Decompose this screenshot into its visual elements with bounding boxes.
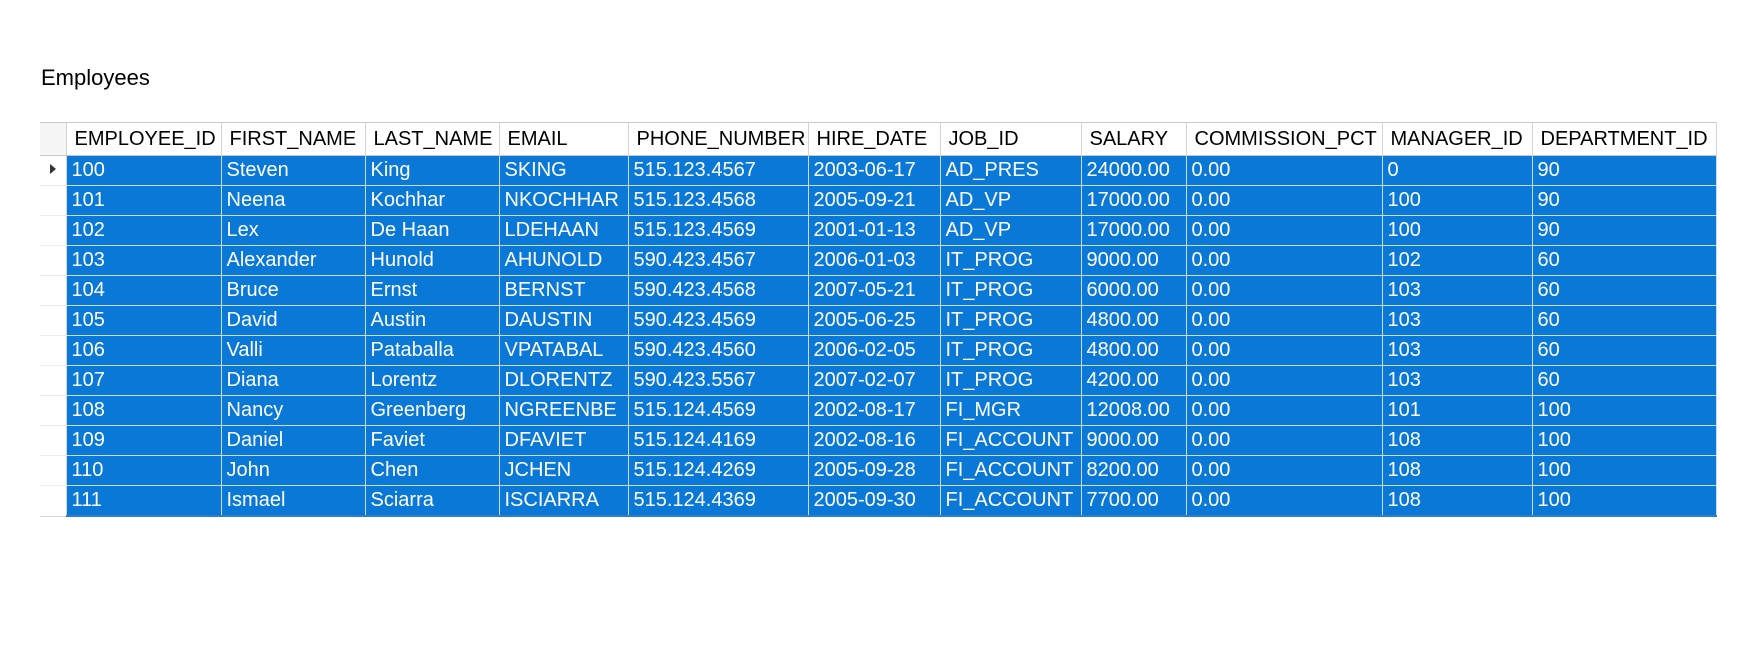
cell-manager-id[interactable]: 100 — [1382, 186, 1532, 216]
cell-commission-pct[interactable]: 0.00 — [1186, 306, 1382, 336]
cell-hire-date[interactable]: 2001-01-13 — [808, 216, 940, 246]
cell-phone-number[interactable]: 515.124.4169 — [628, 426, 808, 456]
cell-hire-date[interactable]: 2002-08-17 — [808, 396, 940, 426]
cell-last-name[interactable]: Faviet — [365, 426, 499, 456]
cell-job-id[interactable]: IT_PROG — [940, 336, 1081, 366]
cell-salary[interactable]: 4800.00 — [1081, 306, 1186, 336]
cell-email[interactable]: SKING — [499, 156, 628, 186]
table-row[interactable] — [40, 366, 1716, 396]
cell-first-name[interactable]: Diana — [221, 366, 365, 396]
cell-first-name[interactable]: Neena — [221, 186, 365, 216]
cell-email[interactable]: VPATABAL — [499, 336, 628, 366]
cell-job-id[interactable]: FI_ACCOUNT — [940, 426, 1081, 456]
employees-grid[interactable] — [40, 122, 1717, 517]
cell-phone-number[interactable]: 590.423.4569 — [628, 306, 808, 336]
column-header-hire-date[interactable]: HIRE_DATE — [808, 123, 940, 156]
cell-department-id[interactable]: 100 — [1532, 456, 1716, 486]
cell-last-name[interactable]: Chen — [365, 456, 499, 486]
cell-phone-number[interactable]: 515.124.4369 — [628, 486, 808, 517]
cell-first-name[interactable]: Alexander — [221, 246, 365, 276]
cell-last-name[interactable]: Lorentz — [365, 366, 499, 396]
cell-phone-number[interactable]: 515.123.4567 — [628, 156, 808, 186]
header-row — [40, 123, 1716, 156]
cell-commission-pct[interactable]: 0.00 — [1186, 246, 1382, 276]
cell-first-name[interactable]: Bruce — [221, 276, 365, 306]
cell-first-name[interactable]: David — [221, 306, 365, 336]
cell-job-id[interactable]: IT_PROG — [940, 306, 1081, 336]
column-header-manager-id[interactable]: MANAGER_ID — [1382, 123, 1532, 156]
cell-job-id[interactable]: FI_ACCOUNT — [940, 486, 1081, 517]
cell-employee-id[interactable]: 109 — [66, 426, 221, 456]
cell-employee-id[interactable]: 111 — [66, 486, 221, 517]
cell-email[interactable]: JCHEN — [499, 456, 628, 486]
cell-email[interactable]: LDEHAAN — [499, 216, 628, 246]
page-title: Employees — [41, 65, 150, 90]
cell-salary[interactable]: 8200.00 — [1081, 456, 1186, 486]
table-row[interactable] — [40, 486, 1716, 517]
cell-hire-date[interactable]: 2005-09-28 — [808, 456, 940, 486]
cell-manager-id[interactable]: 102 — [1382, 246, 1532, 276]
cell-manager-id[interactable]: 103 — [1382, 276, 1532, 306]
cell-last-name[interactable]: De Haan — [365, 216, 499, 246]
cell-commission-pct[interactable]: 0.00 — [1186, 366, 1382, 396]
cell-department-id[interactable]: 60 — [1532, 336, 1716, 366]
cell-phone-number[interactable]: 515.124.4569 — [628, 396, 808, 426]
cell-department-id[interactable]: 60 — [1532, 276, 1716, 306]
cell-job-id[interactable]: AD_VP — [940, 216, 1081, 246]
cell-employee-id[interactable]: 105 — [66, 306, 221, 336]
cell-manager-id[interactable]: 101 — [1382, 396, 1532, 426]
cell-first-name[interactable]: Lex — [221, 216, 365, 246]
cell-department-id[interactable]: 60 — [1532, 366, 1716, 396]
column-header-email[interactable]: EMAIL — [499, 123, 628, 156]
data-table[interactable] — [40, 122, 1717, 517]
cell-phone-number[interactable]: 515.123.4568 — [628, 186, 808, 216]
cell-department-id[interactable]: 100 — [1532, 396, 1716, 426]
grid-body — [40, 156, 1716, 517]
column-header-employee-id[interactable]: EMPLOYEE_ID — [66, 123, 221, 156]
cell-job-id[interactable]: AD_PRES — [940, 156, 1081, 186]
cell-manager-id[interactable]: 108 — [1382, 486, 1532, 517]
table-row[interactable] — [40, 456, 1716, 486]
cell-department-id[interactable]: 90 — [1532, 186, 1716, 216]
cell-hire-date[interactable]: 2007-02-07 — [808, 366, 940, 396]
cell-salary[interactable]: 9000.00 — [1081, 426, 1186, 456]
row-selector[interactable] — [40, 396, 66, 426]
cell-employee-id[interactable]: 107 — [66, 366, 221, 396]
table-row[interactable] — [40, 156, 1716, 186]
cell-employee-id[interactable]: 102 — [66, 216, 221, 246]
cell-email[interactable]: DAUSTIN — [499, 306, 628, 336]
cell-last-name[interactable]: Sciarra — [365, 486, 499, 517]
column-header-last-name[interactable]: LAST_NAME — [365, 123, 499, 156]
table-row[interactable] — [40, 426, 1716, 456]
cell-email[interactable]: DFAVIET — [499, 426, 628, 456]
cell-first-name[interactable]: Daniel — [221, 426, 365, 456]
cell-department-id[interactable]: 60 — [1532, 306, 1716, 336]
column-header-salary[interactable]: SALARY — [1081, 123, 1186, 156]
cell-salary[interactable]: 17000.00 — [1081, 186, 1186, 216]
cell-manager-id[interactable]: 108 — [1382, 426, 1532, 456]
cell-hire-date[interactable]: 2002-08-16 — [808, 426, 940, 456]
table-row[interactable] — [40, 396, 1716, 426]
row-header-corner[interactable] — [40, 123, 66, 156]
cell-department-id[interactable]: 90 — [1532, 156, 1716, 186]
cell-salary[interactable]: 4200.00 — [1081, 366, 1186, 396]
row-selector[interactable] — [40, 186, 66, 216]
cell-job-id[interactable]: FI_ACCOUNT — [940, 456, 1081, 486]
cell-hire-date[interactable]: 2005-09-30 — [808, 486, 940, 517]
column-header-first-name[interactable]: FIRST_NAME — [221, 123, 365, 156]
column-header-job-id[interactable]: JOB_ID — [940, 123, 1081, 156]
cell-salary[interactable]: 17000.00 — [1081, 216, 1186, 246]
cell-phone-number[interactable]: 590.423.4568 — [628, 276, 808, 306]
cell-manager-id[interactable]: 103 — [1382, 336, 1532, 366]
cell-hire-date[interactable]: 2005-09-21 — [808, 186, 940, 216]
row-selector[interactable] — [40, 366, 66, 396]
cell-manager-id[interactable]: 103 — [1382, 306, 1532, 336]
cell-salary[interactable]: 12008.00 — [1081, 396, 1186, 426]
cell-last-name[interactable]: Austin — [365, 306, 499, 336]
column-header-department-id[interactable]: DEPARTMENT_ID — [1532, 123, 1716, 156]
cell-last-name[interactable]: Ernst — [365, 276, 499, 306]
cell-phone-number[interactable]: 515.124.4269 — [628, 456, 808, 486]
cell-hire-date[interactable]: 2006-02-05 — [808, 336, 940, 366]
cell-last-name[interactable]: Kochhar — [365, 186, 499, 216]
cell-department-id[interactable]: 100 — [1532, 486, 1716, 517]
cell-employee-id[interactable]: 101 — [66, 186, 221, 216]
cell-first-name[interactable]: Nancy — [221, 396, 365, 426]
cell-department-id[interactable]: 60 — [1532, 246, 1716, 276]
cell-last-name[interactable]: Hunold — [365, 246, 499, 276]
cell-first-name[interactable]: Steven — [221, 156, 365, 186]
cell-phone-number[interactable]: 590.423.4560 — [628, 336, 808, 366]
cell-salary[interactable]: 9000.00 — [1081, 246, 1186, 276]
row-selector[interactable] — [40, 156, 66, 186]
cell-manager-id[interactable]: 0 — [1382, 156, 1532, 186]
table-row[interactable] — [40, 246, 1716, 276]
table-row[interactable] — [40, 186, 1716, 216]
row-selector[interactable] — [40, 276, 66, 306]
cell-email[interactable]: AHUNOLD — [499, 246, 628, 276]
cell-commission-pct[interactable]: 0.00 — [1186, 486, 1382, 517]
cell-email[interactable]: BERNST — [499, 276, 628, 306]
cell-employee-id[interactable]: 106 — [66, 336, 221, 366]
cell-phone-number[interactable]: 590.423.5567 — [628, 366, 808, 396]
cell-employee-id[interactable]: 104 — [66, 276, 221, 306]
cell-phone-number[interactable]: 515.123.4569 — [628, 216, 808, 246]
cell-hire-date[interactable]: 2007-05-21 — [808, 276, 940, 306]
cell-manager-id[interactable]: 103 — [1382, 366, 1532, 396]
column-header-commission-pct[interactable]: COMMISSION_PCT — [1186, 123, 1382, 156]
cell-department-id[interactable]: 100 — [1532, 426, 1716, 456]
cell-manager-id[interactable]: 100 — [1382, 216, 1532, 246]
cell-first-name[interactable]: John — [221, 456, 365, 486]
cell-employee-id[interactable]: 103 — [66, 246, 221, 276]
row-selector[interactable] — [40, 216, 66, 246]
cell-hire-date[interactable]: 2003-06-17 — [808, 156, 940, 186]
table-row[interactable] — [40, 276, 1716, 306]
table-row[interactable] — [40, 306, 1716, 336]
cell-salary[interactable]: 6000.00 — [1081, 276, 1186, 306]
cell-commission-pct[interactable]: 0.00 — [1186, 336, 1382, 366]
cell-employee-id[interactable]: 108 — [66, 396, 221, 426]
cell-job-id[interactable]: AD_VP — [940, 186, 1081, 216]
cell-last-name[interactable]: Pataballa — [365, 336, 499, 366]
cell-salary[interactable]: 4800.00 — [1081, 336, 1186, 366]
cell-phone-number[interactable]: 590.423.4567 — [628, 246, 808, 276]
cell-salary[interactable]: 24000.00 — [1081, 156, 1186, 186]
row-selector[interactable] — [40, 456, 66, 486]
row-selector[interactable] — [40, 246, 66, 276]
cell-email[interactable]: NGREENBE — [499, 396, 628, 426]
cell-salary[interactable]: 7700.00 — [1081, 486, 1186, 517]
row-selector[interactable] — [40, 486, 66, 517]
cell-email[interactable]: ISCIARRA — [499, 486, 628, 517]
cell-commission-pct[interactable]: 0.00 — [1186, 186, 1382, 216]
cell-manager-id[interactable]: 108 — [1382, 456, 1532, 486]
cell-commission-pct[interactable]: 0.00 — [1186, 426, 1382, 456]
cell-job-id[interactable]: IT_PROG — [940, 276, 1081, 306]
cell-first-name[interactable]: Ismael — [221, 486, 365, 517]
cell-commission-pct[interactable]: 0.00 — [1186, 276, 1382, 306]
column-header-phone-number[interactable]: PHONE_NUMBER — [628, 123, 808, 156]
cell-last-name[interactable]: Greenberg — [365, 396, 499, 426]
cell-hire-date[interactable]: 2005-06-25 — [808, 306, 940, 336]
row-selector[interactable] — [40, 336, 66, 366]
cell-employee-id[interactable]: 110 — [66, 456, 221, 486]
row-selector[interactable] — [40, 426, 66, 456]
cell-commission-pct[interactable]: 0.00 — [1186, 456, 1382, 486]
cell-department-id[interactable]: 90 — [1532, 216, 1716, 246]
table-row[interactable] — [40, 216, 1716, 246]
cell-email[interactable]: DLORENTZ — [499, 366, 628, 396]
cell-employee-id[interactable]: 100 — [66, 156, 221, 186]
cell-job-id[interactable]: IT_PROG — [940, 246, 1081, 276]
cell-commission-pct[interactable]: 0.00 — [1186, 396, 1382, 426]
cell-job-id[interactable]: IT_PROG — [940, 366, 1081, 396]
current-row-arrow-icon — [50, 164, 56, 174]
table-row[interactable] — [40, 336, 1716, 366]
cell-commission-pct[interactable]: 0.00 — [1186, 156, 1382, 186]
cell-first-name[interactable]: Valli — [221, 336, 365, 366]
cell-job-id[interactable]: FI_MGR — [940, 396, 1081, 426]
cell-hire-date[interactable]: 2006-01-03 — [808, 246, 940, 276]
cell-last-name[interactable]: King — [365, 156, 499, 186]
cell-commission-pct[interactable]: 0.00 — [1186, 216, 1382, 246]
row-selector[interactable] — [40, 306, 66, 336]
cell-email[interactable]: NKOCHHAR — [499, 186, 628, 216]
